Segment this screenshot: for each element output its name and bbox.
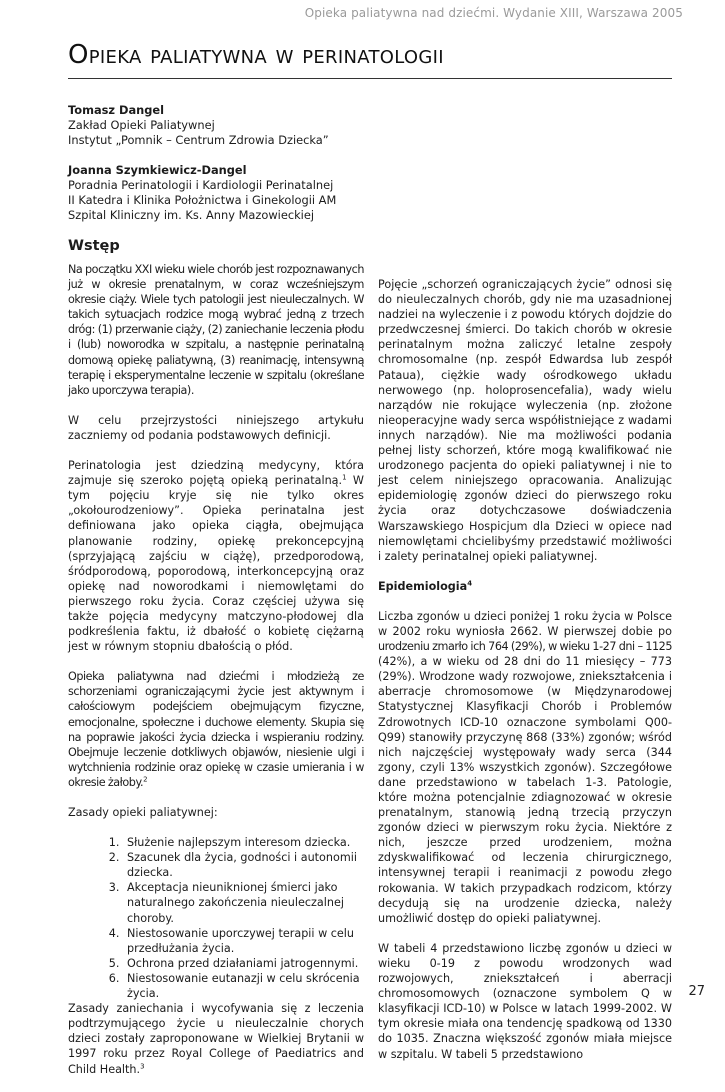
author-name: Tomasz Dangel [68, 103, 165, 117]
list-item: 6. Niestosowanie eutanazji w celu skrócenia życia. [123, 971, 364, 1001]
list-item: 4. Niestosowanie uporczywej terapii w celu przedłużania życia. [123, 926, 364, 956]
footnote-ref: 1 [342, 473, 347, 482]
author-affiliation: Poradnia Perinatologii i Kardiologii Perinatalnej [68, 178, 334, 192]
author-affiliation: Zakład Opieki Paliatywnej [68, 118, 215, 132]
author-block [68, 163, 668, 223]
left-column [68, 262, 364, 1092]
article-title: Opieka paliatywna w perinatologii [68, 40, 444, 70]
paragraph: W tabeli 4 przedstawiono liczbę zgonów u dzieci w wieku 0-19 z powodu wrodzonych wad rozwojowych, zniekształceń i aberracji chromosomowych (oznaczone symbolem Q w klasyfikacji ICD-10) w Polsce w latach 1999-2002. W tym okresie miała ona tendencję spadkową od 1330 do 1035. Znaczna większość zgonów miała miejsce w szpitalu. W tabeli 5 przedstawiono [378, 941, 672, 1061]
running-header: Opieka paliatywna nad dziećmi. Wydanie XIII, Warszawa 2005 [304, 6, 683, 20]
author-affiliation: Szpital Kliniczny im. Ks. Anny Mazowieckiej [68, 208, 315, 222]
footnote-ref: 2 [143, 775, 148, 784]
footnote-ref: 4 [467, 579, 473, 588]
subsection-title: Epidemiologia [378, 579, 468, 593]
list-item: 1. Służenie najlepszym interesom dziecka. [123, 835, 364, 850]
authors [68, 103, 668, 238]
paragraph-text: W tym pojęciu kryje się nie tylko okres „okołourodzeniowy”. Opieka perinatalna jest definiowana jako opieka ciągła, obejmująca planowanie rodziny, opiekę prekoncepcyjną (sprzyjającą zajściu w ciążę), przedporodową, śródporodową, poporodową, interkoncepcyjną oraz opiekę nad noworodkami i niemowlętami do pierwszego roku życia. Coraz częściej używa się także pojęcia medycyny matczyno-płodowej dla podkreślenia faktu, iż dbałość o kobietę ciężarną jest w równym stopniu dbałością o płód. [68, 474, 364, 654]
paragraph-text: Perinatologia jest dziedziną medycyny, która zajmuje się szeroko pojętą opieką perinatalną. [68, 459, 364, 488]
list-intro: Zasady opieki paliatywnej: [68, 806, 218, 819]
list-item: 2. Szacunek dla życia, godności i autonomii dziecka. [123, 850, 364, 880]
paragraph-text: Zasady zaniechania i wycofywania się z leczenia podtrzymującego życie u nieuleczalnie chorych dzieci zostały zaproponowane w Wielkiej Brytanii w 1997 roku przez Royal College of Paediatrics and Child Health. [68, 1002, 364, 1076]
paragraph [378, 609, 672, 926]
author-name: Joanna Szymkiewicz-Dangel [68, 163, 247, 177]
paragraph: Pojęcie „schorzeń ograniczających życie” odnosi się do nieuleczalnych chorób, gdy nie ma uzasadnionej nadziei na wyleczenie i z powodu których dojdzie do przedwczesnej śmierci. Do takich chorób w okresie perinatalnym można zaliczyć letalne zespoły chromosomalne (np. zespół Edwardsa lub zespół Pataua), ciężkie wady ośrodkowego układu nerwowego (np. holoprosencefalia), wady wielu narządów nie rokujące wyleczenia (np. złożone nieoperacyjne wady serca współistniejące z wadami innych narządów). Nie ma możliwości podania pełnej listy schorzeń, które mogą kwalifikować nie urodzonego pacjenta do opieki paliatywnej i nie to jest celem niniejszego opracowania. Analizując epidemiologię zgonów dzieci do pierwszego roku życia oraz dotychczasowe doświadczenia Warszawskiego Hospicjum dla Dzieci w opiece nad niemowlętami chcielibyśmy przedstawić możliwości i zalety perinatalnej opieki paliatywnej. [378, 278, 672, 563]
author-affiliation: II Katedra i Klinika Położnictwa i Ginekologii AM [68, 193, 337, 207]
footnote-ref: 3 [140, 1061, 145, 1070]
subsection-heading [378, 579, 672, 594]
paragraph [68, 458, 364, 654]
paragraph [68, 1001, 364, 1076]
paragraph-text: urodzeniu zmarło ich 764 (29%), w wieku 1-27 dni – 1125 [378, 640, 672, 654]
page-number: 27 [688, 984, 705, 999]
paragraph [68, 669, 364, 790]
author-block [68, 103, 668, 148]
section-heading: Wstęp [68, 238, 120, 254]
paragraph: W celu przejrzystości niniejszego artykułu zaczniemy od podania podstawowych definicji. [68, 413, 364, 442]
paragraph-text: Liczba zgonów u dzieci poniżej 1 roku życia w Polsce w 2002 roku wyniosła 2662. W pierwszej dobie po [378, 609, 673, 638]
list-item: 5. Ochrona przed działaniami jatrogennymi. [123, 956, 364, 971]
title-rule [68, 78, 672, 79]
author-affiliation: Instytut „Pomnik – Centrum Zdrowia Dziecka” [68, 133, 329, 147]
principles-list [68, 835, 364, 1001]
right-column [378, 277, 672, 1077]
list-item: 3. Akceptacja nieuniknionej śmierci jako naturalnego zakończenia nieuleczalnej choroby. [123, 880, 364, 925]
paragraph: Na początku XXI wieku wiele chorób jest rozpoznawanych już w okresie prenatalnym, w coraz wcześniejszym okresie ciąży. Wiele tych patologii jest nieuleczalnych. W takich sytuacjach rodzice mogą wybrać jedną z trzech dróg: (1) przerwanie ciąży, (2) zaniechanie leczenia płodu i (lub) noworodka w szpitalu, a następnie perinatalną domową opiekę paliatywną, (3) reanimację, intensywną terapię i eksperymentalne leczenie w szpitalu (określane jako uporczywa terapia). [68, 263, 364, 397]
paragraph-text: Opieka paliatywna nad dziećmi i młodzieżą ze schorzeniami ograniczającymi życie jest aktywnym i całościowym podejściem obejmującym fizyczne, emocjonalne, społeczne i duchowe elementy. Skupia się na poprawie jakości życia dziecka i wspieraniu rodziny. Obejmuje leczenie dotkliwych objawów, niesienie ulgi i wytchnienia rodzinie oraz opiekę w czasie umierania i w okresie żałoby. [68, 670, 364, 789]
paragraph-text: (42%), a w wieku od 28 dni do 11 miesięcy – 773 (29%). Wrodzone wady rozwojowe, zniekształcenia i aberracje chromosomowe (w Międzynarodowej Statystycznej Klasyfikacji Chorób i Problemów Zdrowotnych ICD-10 oznaczone symbolami Q00-Q99) stanowiły przyczynę 868 (33%) zgonów; wśród nich najczęściej występowały wady serca (344 zgony, czyli 13% wszystkich zgonów). Szczegółowe dane przedstawiono w tabelach 1-3. Patologie, które można potencjalnie zdiagnozować w okresie prenatalnym, stanowią jedną trzecią przyczyn zgonów dzieci w pierwszym roku życia. Niektóre z nich, jeszcze przed urodzeniem, można zdyskwalifikować od leczenia chirurgicznego, intensywnej terapii i reanimacji z powodu złego rokowania. W takich przypadkach rodzicom, którzy decydują się na urodzenie dziecka, należy umożliwić dostęp do opieki paliatywnej. [378, 655, 672, 925]
